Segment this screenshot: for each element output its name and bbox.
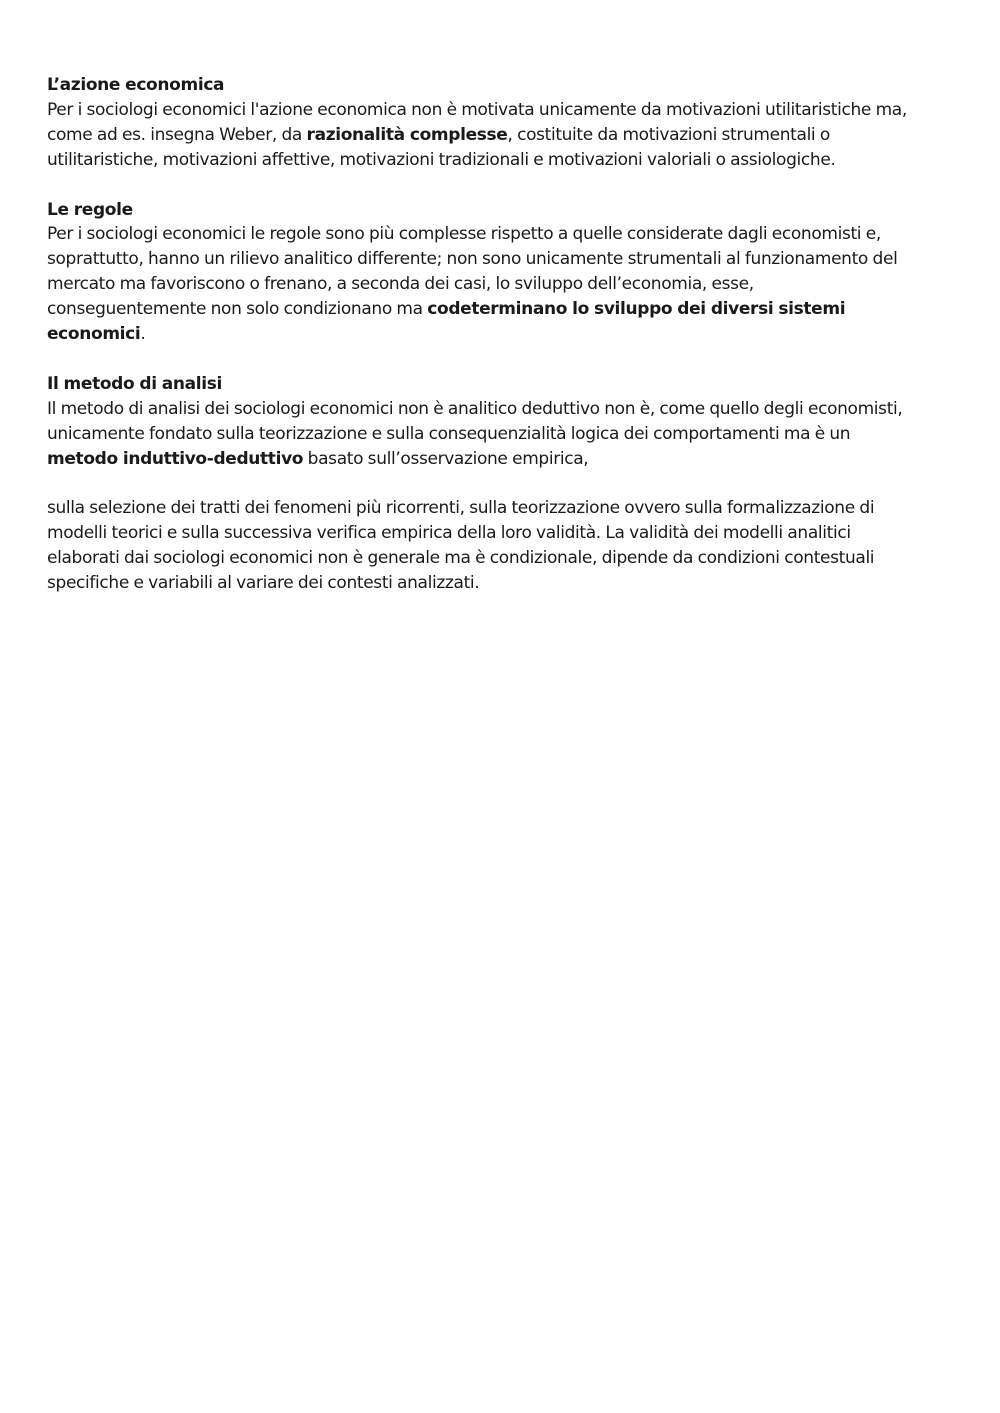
section-regole <box>47 198 917 347</box>
section-paragraph <box>47 496 917 596</box>
section-paragraph <box>47 222 917 347</box>
paragraph-bold-text: metodo induttivo-deduttivo <box>47 448 304 469</box>
paragraph-text: , costituite da motivazioni strumentali o utilitaristiche, motivazioni affettive, motivazioni tradizionali e motivazioni valoriali o assiologiche. <box>47 124 836 170</box>
section-heading: Le regole <box>47 199 133 220</box>
section-heading: Il metodo di analisi <box>47 373 222 394</box>
section-paragraph <box>47 98 917 173</box>
paragraph-text: basato sull’osservazione empirica, <box>303 448 589 469</box>
paragraph-bold-text: razionalità complesse <box>306 124 508 145</box>
document-page <box>47 73 917 621</box>
section-heading: L’azione economica <box>47 75 225 95</box>
section-azione-economica <box>47 73 917 173</box>
paragraph-text: sulla selezione dei tratti dei fenomeni più ricorrenti, sulla teorizzazione ovvero sulla formalizzazione di modelli teorici e sulla successiva verifica empirica della loro validità. La validità dei modelli analitici elaborati dai sociologi economici non è generale ma è condizionale, dipende da condizioni contestuali specifiche e variabili al variare dei contesti analizzati. <box>47 498 875 594</box>
paragraph-bold-text: codeterminano lo sviluppo dei diversi sistemi economici <box>47 299 846 345</box>
paragraph-text: . <box>140 324 146 345</box>
section-paragraph <box>47 397 917 472</box>
paragraph-text: Per i sociologi economici l'azione economica non è motivata unicamente da motivazioni utilitaristiche ma, come ad es. insegna Weber, da <box>47 99 907 145</box>
section-metodo-di-analisi <box>47 372 917 472</box>
paragraph-text: Per i sociologi economici le regole sono più complesse rispetto a quelle considerate dagli economisti e, soprattutto, hanno un rilievo analitico differente; non sono unicamente strumentali al funzionamento del mercato ma favoriscono o frenano, a seconda dei casi, lo sviluppo dell’economia, esse, conseguentemente non solo condizionano ma <box>47 224 898 320</box>
section-continuation <box>47 496 917 596</box>
paragraph-text: Il metodo di analisi dei sociologi economici non è analitico deduttivo non è, come quello degli economisti, unicamente fondato sulla teorizzazione e sulla consequenzialità logica dei comportamenti ma è un <box>47 398 903 444</box>
